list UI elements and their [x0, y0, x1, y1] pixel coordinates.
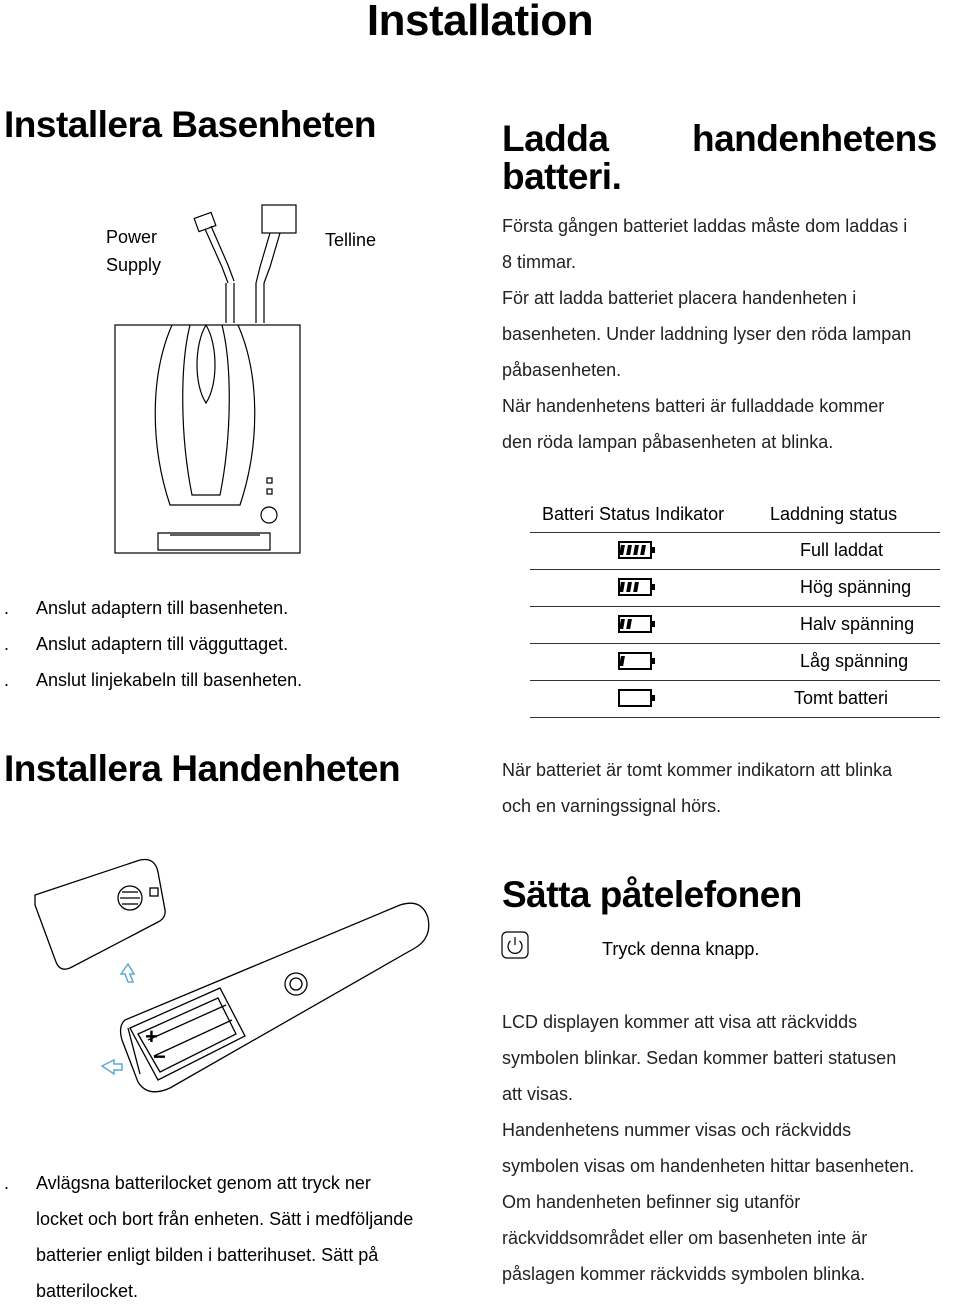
base-unit-illustration [110, 205, 310, 565]
base-heading: Installera Basenheten [4, 104, 376, 145]
charge-heading-line1-b: handenhetens [692, 118, 937, 159]
battery-bar [640, 545, 646, 555]
battery-body [619, 690, 651, 706]
list-item: . Anslut adaptern till vägguttaget. [4, 634, 289, 654]
battery-plus-sign: + [145, 1024, 158, 1049]
handset-steps [4, 1165, 413, 1309]
handset-illustration [30, 860, 450, 1100]
label-power-line1: Power [106, 227, 158, 247]
status-cell: Hög spänning [800, 577, 912, 597]
battery-tip [651, 584, 655, 590]
status-cell: Tomt batteri [794, 688, 889, 708]
page-title: Installation [366, 0, 594, 45]
battery-minus-sign: − [153, 1044, 166, 1069]
charge-heading-line1-a: Ladda [502, 118, 609, 159]
battery-bar [619, 619, 625, 629]
battery-bar [626, 582, 632, 592]
charge-paragraph: Första gången batteriet laddas måste dom laddas i 8 timmar. För att ladda batteriet placera handenheten i basenheten. Under laddning lyser den röda lampan påbasenheten. När handenhetens batteri är fulladdade kommer den röda lampan påbasenheten at blinka. [502, 216, 912, 452]
list-item: . Anslut linjekabeln till basenheten. [4, 670, 303, 690]
table-row [530, 643, 940, 681]
list-item: batterier enligt bilden i batterihuset. Sätt på [36, 1245, 379, 1265]
table-row [530, 569, 940, 607]
battery-bar [619, 656, 625, 666]
base-steps-list [4, 590, 302, 698]
battery-tip [651, 547, 655, 553]
battery-empty-icon [618, 687, 658, 709]
power-on-paragraph: LCD displayen kommer att visa att räckvidds symbolen blinkar. Sedan kommer batteri statusen att visas. Handenhetens nummer visas och räckvidds symbolen visas om handenheten hittar basenheten. Om handenheten befinner sig utanför räckviddsområdet eller om basenheten inte är påslagen kommer räckvidds symbolen blinka. [502, 1012, 915, 1284]
power-button-text: Tryck denna knapp. [602, 939, 760, 959]
table-row [530, 680, 940, 718]
handset-heading: Installera Handenheten [4, 748, 401, 789]
power-icon [500, 930, 530, 960]
status-cell: Låg spänning [800, 651, 909, 671]
status-cell: Full laddat [800, 540, 884, 560]
table-row [530, 606, 940, 644]
table-row [530, 532, 940, 570]
battery-bar [626, 619, 632, 629]
battery-bar [619, 582, 625, 592]
list-item: batterilocket. [36, 1281, 139, 1301]
battery-high-icon [618, 576, 658, 598]
status-cell: Halv spänning [800, 614, 915, 634]
battery-bar [633, 545, 639, 555]
charge-heading-line2: batteri. [502, 156, 622, 197]
battery-bar [633, 582, 639, 592]
list-item: locket och bort från enheten. Sätt i medföljande [36, 1209, 414, 1229]
battery-low-icon [618, 650, 658, 672]
battery-full-icon [618, 539, 658, 561]
battery-tip [651, 695, 655, 701]
label-telline: Telline [325, 230, 377, 250]
battery-tip [651, 658, 655, 664]
battery-tip [651, 621, 655, 627]
table-header-row [530, 494, 940, 533]
list-item: . Anslut adaptern till basenheten. [4, 598, 289, 618]
header-indicator: Batteri Status Indikator [542, 504, 725, 524]
battery-bar [626, 545, 632, 555]
warning-text: När batteriet är tomt kommer indikatorn att blinka och en varningssignal hörs. [502, 760, 893, 816]
power-on-heading: Sätta påtelefonen [502, 874, 802, 915]
battery-bar [619, 545, 625, 555]
list-item: . Avlägsna batterilocket genom att tryck ner [4, 1173, 371, 1193]
label-power-line2: Supply [106, 255, 162, 275]
battery-half-icon [618, 613, 658, 635]
header-status: Laddning status [770, 504, 898, 524]
